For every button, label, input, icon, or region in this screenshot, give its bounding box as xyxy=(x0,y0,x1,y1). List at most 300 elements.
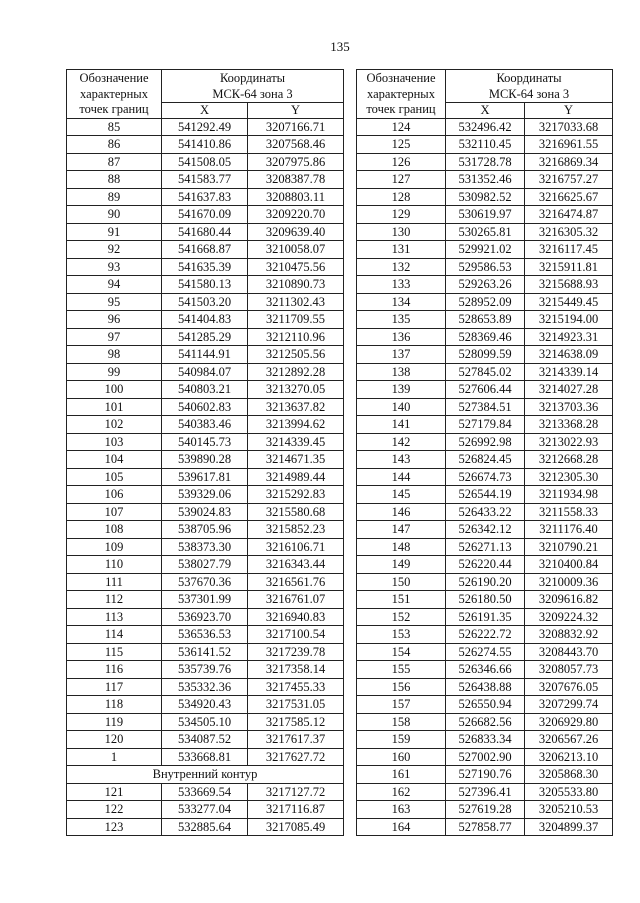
x-coordinate-cell: 535739.76 xyxy=(162,661,248,679)
table-row xyxy=(67,503,344,521)
y-coordinate-cell: 3205533.80 xyxy=(525,783,613,801)
point-number-cell: 99 xyxy=(67,363,162,381)
x-coordinate-cell: 527002.90 xyxy=(446,748,525,766)
y-coordinate-cell: 3207166.71 xyxy=(248,118,344,136)
y-coordinate-cell: 3212668.28 xyxy=(525,451,613,469)
table-row xyxy=(357,626,613,644)
x-coordinate-cell: 528369.46 xyxy=(446,328,525,346)
point-number-cell: 162 xyxy=(357,783,446,801)
y-coordinate-cell: 3216474.87 xyxy=(525,206,613,224)
table-row xyxy=(357,276,613,294)
y-coordinate-cell: 3215852.23 xyxy=(248,521,344,539)
y-coordinate-cell: 3211558.33 xyxy=(525,503,613,521)
y-coordinate-cell: 3217358.14 xyxy=(248,661,344,679)
y-coordinate-cell: 3213994.62 xyxy=(248,416,344,434)
x-coordinate-cell: 527396.41 xyxy=(446,783,525,801)
x-coordinate-cell: 529921.02 xyxy=(446,241,525,259)
x-coordinate-cell: 526674.73 xyxy=(446,468,525,486)
table-row xyxy=(357,118,613,136)
y-coordinate-cell: 3208387.78 xyxy=(248,171,344,189)
table-row xyxy=(357,223,613,241)
y-coordinate-cell: 3207676.05 xyxy=(525,678,613,696)
y-coordinate-cell: 3216561.76 xyxy=(248,573,344,591)
coordinates-table-right xyxy=(356,69,613,836)
y-coordinate-cell: 3205210.53 xyxy=(525,801,613,819)
table-row xyxy=(357,503,613,521)
x-coordinate-cell: 541410.86 xyxy=(162,136,248,154)
point-number-cell: 89 xyxy=(67,188,162,206)
point-number-cell: 85 xyxy=(67,118,162,136)
y-coordinate-cell: 3208803.11 xyxy=(248,188,344,206)
x-coordinate-cell: 526550.94 xyxy=(446,696,525,714)
point-number-cell: 138 xyxy=(357,363,446,381)
point-number-cell: 145 xyxy=(357,486,446,504)
y-coordinate-cell: 3216961.55 xyxy=(525,136,613,154)
x-coordinate-cell: 527619.28 xyxy=(446,801,525,819)
point-number-cell: 103 xyxy=(67,433,162,451)
y-coordinate-cell: 3217455.33 xyxy=(248,678,344,696)
x-coordinate-cell: 541668.87 xyxy=(162,241,248,259)
point-number-cell: 110 xyxy=(67,556,162,574)
table-row xyxy=(67,783,344,801)
table-row xyxy=(67,678,344,696)
table-row xyxy=(357,801,613,819)
coordinates-table-left xyxy=(66,69,344,836)
x-coordinate-cell: 528952.09 xyxy=(446,293,525,311)
y-coordinate-cell: 3217627.72 xyxy=(248,748,344,766)
table-row xyxy=(357,556,613,574)
point-number-cell: 109 xyxy=(67,538,162,556)
point-number-cell: 130 xyxy=(357,223,446,241)
y-coordinate-cell: 3217585.12 xyxy=(248,713,344,731)
y-coordinate-cell: 3209220.70 xyxy=(248,206,344,224)
point-number-cell: 107 xyxy=(67,503,162,521)
point-label-header: Обозначение характерных точек границ xyxy=(67,70,162,119)
point-number-cell: 88 xyxy=(67,171,162,189)
y-coordinate-cell: 3209639.40 xyxy=(248,223,344,241)
x-coordinate-cell: 527190.76 xyxy=(446,766,525,784)
table-row xyxy=(67,258,344,276)
point-number-cell: 101 xyxy=(67,398,162,416)
y-coordinate-cell: 3210475.56 xyxy=(248,258,344,276)
x-coordinate-cell: 540803.21 xyxy=(162,381,248,399)
point-number-cell: 139 xyxy=(357,381,446,399)
x-coordinate-cell: 526271.13 xyxy=(446,538,525,556)
x-coordinate-cell: 533277.04 xyxy=(162,801,248,819)
table-row xyxy=(67,381,344,399)
y-coordinate-cell: 3213270.05 xyxy=(248,381,344,399)
point-number-cell: 119 xyxy=(67,713,162,731)
table-row xyxy=(357,643,613,661)
point-number-cell: 144 xyxy=(357,468,446,486)
point-number-cell: 159 xyxy=(357,731,446,749)
x-coordinate-cell: 537670.36 xyxy=(162,573,248,591)
point-number-cell: 126 xyxy=(357,153,446,171)
table-row xyxy=(357,363,613,381)
point-number-cell: 115 xyxy=(67,643,162,661)
x-coordinate-cell: 526438.88 xyxy=(446,678,525,696)
table-row xyxy=(357,713,613,731)
y-coordinate-cell: 3215911.81 xyxy=(525,258,613,276)
x-coordinate-cell: 531352.46 xyxy=(446,171,525,189)
x-coordinate-cell: 541144.91 xyxy=(162,346,248,364)
x-coordinate-cell: 541292.49 xyxy=(162,118,248,136)
point-number-cell: 152 xyxy=(357,608,446,626)
table-row xyxy=(67,293,344,311)
inner-contour-label: Внутренний контур xyxy=(67,766,344,784)
x-coordinate-cell: 533668.81 xyxy=(162,748,248,766)
point-number-cell: 102 xyxy=(67,416,162,434)
point-number-cell: 131 xyxy=(357,241,446,259)
y-coordinate-cell: 3213368.28 xyxy=(525,416,613,434)
point-number-cell: 147 xyxy=(357,521,446,539)
y-coordinate-cell: 3212892.28 xyxy=(248,363,344,381)
x-coordinate-cell: 531728.78 xyxy=(446,153,525,171)
y-coordinate-cell: 3207299.74 xyxy=(525,696,613,714)
table-row xyxy=(67,573,344,591)
x-coordinate-cell: 541404.83 xyxy=(162,311,248,329)
y-header: Y xyxy=(525,103,613,118)
table-row xyxy=(67,486,344,504)
table-row xyxy=(357,661,613,679)
y-coordinate-cell: 3210058.07 xyxy=(248,241,344,259)
point-number-cell: 155 xyxy=(357,661,446,679)
table-row xyxy=(357,416,613,434)
table-row xyxy=(357,748,613,766)
y-coordinate-cell: 3210009.36 xyxy=(525,573,613,591)
table-row xyxy=(67,626,344,644)
y-coordinate-cell: 3212505.56 xyxy=(248,346,344,364)
y-coordinate-cell: 3213637.82 xyxy=(248,398,344,416)
x-coordinate-cell: 541680.44 xyxy=(162,223,248,241)
x-coordinate-cell: 526346.66 xyxy=(446,661,525,679)
y-coordinate-cell: 3216117.45 xyxy=(525,241,613,259)
table-row xyxy=(67,468,344,486)
table-row xyxy=(67,171,344,189)
x-coordinate-cell: 526220.44 xyxy=(446,556,525,574)
point-number-cell: 157 xyxy=(357,696,446,714)
y-coordinate-cell: 3208832.92 xyxy=(525,626,613,644)
x-coordinate-cell: 540984.07 xyxy=(162,363,248,381)
x-coordinate-cell: 526433.22 xyxy=(446,503,525,521)
y-coordinate-cell: 3204899.37 xyxy=(525,818,613,836)
y-coordinate-cell: 3217531.05 xyxy=(248,696,344,714)
point-number-cell: 122 xyxy=(67,801,162,819)
point-number-cell: 136 xyxy=(357,328,446,346)
y-coordinate-cell: 3208057.73 xyxy=(525,661,613,679)
point-label-header: Обозначение характерных точек границ xyxy=(357,70,446,119)
point-number-cell: 161 xyxy=(357,766,446,784)
x-coordinate-cell: 526682.56 xyxy=(446,713,525,731)
point-number-cell: 143 xyxy=(357,451,446,469)
point-number-cell: 141 xyxy=(357,416,446,434)
table-row xyxy=(67,136,344,154)
x-coordinate-cell: 526190.20 xyxy=(446,573,525,591)
y-coordinate-cell: 3216757.27 xyxy=(525,171,613,189)
x-coordinate-cell: 541637.83 xyxy=(162,188,248,206)
table-row xyxy=(357,188,613,206)
point-number-cell: 105 xyxy=(67,468,162,486)
point-number-cell: 111 xyxy=(67,573,162,591)
table-row xyxy=(357,521,613,539)
point-number-cell: 95 xyxy=(67,293,162,311)
point-number-cell: 142 xyxy=(357,433,446,451)
x-coordinate-cell: 541285.29 xyxy=(162,328,248,346)
x-coordinate-cell: 526222.72 xyxy=(446,626,525,644)
x-coordinate-cell: 535332.36 xyxy=(162,678,248,696)
table-row xyxy=(67,223,344,241)
x-coordinate-cell: 541580.13 xyxy=(162,276,248,294)
y-header: Y xyxy=(248,103,344,118)
y-coordinate-cell: 3217100.54 xyxy=(248,626,344,644)
point-number-cell: 163 xyxy=(357,801,446,819)
table-row xyxy=(67,608,344,626)
point-number-cell: 158 xyxy=(357,713,446,731)
point-number-cell: 116 xyxy=(67,661,162,679)
coordinates-header: Координаты МСК-64 зона 3 xyxy=(162,70,344,103)
x-coordinate-cell: 532110.45 xyxy=(446,136,525,154)
table-row xyxy=(357,258,613,276)
x-coordinate-cell: 526824.45 xyxy=(446,451,525,469)
x-coordinate-cell: 526544.19 xyxy=(446,486,525,504)
coordinates-header: Координаты МСК-64 зона 3 xyxy=(446,70,613,103)
x-coordinate-cell: 534505.10 xyxy=(162,713,248,731)
y-coordinate-cell: 3216761.07 xyxy=(248,591,344,609)
y-coordinate-cell: 3214923.31 xyxy=(525,328,613,346)
point-number-cell: 132 xyxy=(357,258,446,276)
table-row xyxy=(357,731,613,749)
table-row xyxy=(357,311,613,329)
y-coordinate-cell: 3214671.35 xyxy=(248,451,344,469)
point-number-cell: 146 xyxy=(357,503,446,521)
x-coordinate-cell: 528653.89 xyxy=(446,311,525,329)
y-coordinate-cell: 3214027.28 xyxy=(525,381,613,399)
y-coordinate-cell: 3210790.21 xyxy=(525,538,613,556)
y-coordinate-cell: 3215292.83 xyxy=(248,486,344,504)
table-row xyxy=(67,538,344,556)
x-coordinate-cell: 539329.06 xyxy=(162,486,248,504)
table-row xyxy=(67,661,344,679)
point-number-cell: 160 xyxy=(357,748,446,766)
point-number-cell: 148 xyxy=(357,538,446,556)
x-coordinate-cell: 526274.55 xyxy=(446,643,525,661)
x-coordinate-cell: 541508.05 xyxy=(162,153,248,171)
y-coordinate-cell: 3207975.86 xyxy=(248,153,344,171)
table-row xyxy=(67,731,344,749)
table-row xyxy=(67,311,344,329)
y-coordinate-cell: 3213022.93 xyxy=(525,433,613,451)
x-coordinate-cell: 529586.53 xyxy=(446,258,525,276)
point-number-cell: 94 xyxy=(67,276,162,294)
y-coordinate-cell: 3215194.00 xyxy=(525,311,613,329)
x-coordinate-cell: 541503.20 xyxy=(162,293,248,311)
x-coordinate-cell: 538705.96 xyxy=(162,521,248,539)
table-row xyxy=(357,381,613,399)
table-row xyxy=(357,591,613,609)
x-coordinate-cell: 526191.35 xyxy=(446,608,525,626)
y-coordinate-cell: 3217033.68 xyxy=(525,118,613,136)
table-row xyxy=(357,783,613,801)
point-number-cell: 87 xyxy=(67,153,162,171)
x-coordinate-cell: 529263.26 xyxy=(446,276,525,294)
point-number-cell: 164 xyxy=(357,818,446,836)
y-coordinate-cell: 3208443.70 xyxy=(525,643,613,661)
point-number-cell: 121 xyxy=(67,783,162,801)
x-coordinate-cell: 530265.81 xyxy=(446,223,525,241)
table-row xyxy=(357,293,613,311)
x-coordinate-cell: 533669.54 xyxy=(162,783,248,801)
table-row xyxy=(67,433,344,451)
table-row xyxy=(67,748,344,766)
table-row xyxy=(357,241,613,259)
table-row xyxy=(67,346,344,364)
point-number-cell: 86 xyxy=(67,136,162,154)
y-coordinate-cell: 3214339.45 xyxy=(248,433,344,451)
point-number-cell: 92 xyxy=(67,241,162,259)
x-coordinate-cell: 536923.70 xyxy=(162,608,248,626)
y-coordinate-cell: 3206213.10 xyxy=(525,748,613,766)
y-coordinate-cell: 3215449.45 xyxy=(525,293,613,311)
point-number-cell: 108 xyxy=(67,521,162,539)
table-row xyxy=(357,398,613,416)
point-number-cell: 156 xyxy=(357,678,446,696)
table-row xyxy=(67,118,344,136)
y-coordinate-cell: 3210890.73 xyxy=(248,276,344,294)
x-coordinate-cell: 537301.99 xyxy=(162,591,248,609)
point-number-cell: 113 xyxy=(67,608,162,626)
table-row xyxy=(67,398,344,416)
table-row xyxy=(357,486,613,504)
table-row xyxy=(67,801,344,819)
point-number-cell: 104 xyxy=(67,451,162,469)
table-row xyxy=(67,276,344,294)
point-number-cell: 112 xyxy=(67,591,162,609)
y-coordinate-cell: 3212305.30 xyxy=(525,468,613,486)
table-row xyxy=(357,136,613,154)
table-row xyxy=(67,206,344,224)
y-coordinate-cell: 3214989.44 xyxy=(248,468,344,486)
point-number-cell: 150 xyxy=(357,573,446,591)
table-row xyxy=(67,556,344,574)
x-header: X xyxy=(446,103,525,118)
x-coordinate-cell: 541635.39 xyxy=(162,258,248,276)
x-coordinate-cell: 526992.98 xyxy=(446,433,525,451)
table-row xyxy=(357,153,613,171)
table-row xyxy=(67,153,344,171)
y-coordinate-cell: 3216106.71 xyxy=(248,538,344,556)
x-coordinate-cell: 534920.43 xyxy=(162,696,248,714)
table-row xyxy=(67,591,344,609)
y-coordinate-cell: 3216343.44 xyxy=(248,556,344,574)
point-number-cell: 96 xyxy=(67,311,162,329)
x-coordinate-cell: 532885.64 xyxy=(162,818,248,836)
point-number-cell: 125 xyxy=(357,136,446,154)
y-coordinate-cell: 3217127.72 xyxy=(248,783,344,801)
point-number-cell: 91 xyxy=(67,223,162,241)
y-coordinate-cell: 3205868.30 xyxy=(525,766,613,784)
x-coordinate-cell: 540383.46 xyxy=(162,416,248,434)
x-coordinate-cell: 532496.42 xyxy=(446,118,525,136)
point-number-cell: 123 xyxy=(67,818,162,836)
y-coordinate-cell: 3211302.43 xyxy=(248,293,344,311)
y-coordinate-cell: 3214638.09 xyxy=(525,346,613,364)
table-row xyxy=(67,241,344,259)
table-row xyxy=(357,451,613,469)
table-row xyxy=(67,643,344,661)
y-coordinate-cell: 3209616.82 xyxy=(525,591,613,609)
x-coordinate-cell: 540602.83 xyxy=(162,398,248,416)
x-coordinate-cell: 527384.51 xyxy=(446,398,525,416)
x-coordinate-cell: 526342.12 xyxy=(446,521,525,539)
table-row xyxy=(357,818,613,836)
point-number-cell: 133 xyxy=(357,276,446,294)
y-coordinate-cell: 3207568.46 xyxy=(248,136,344,154)
table-row xyxy=(67,188,344,206)
table-row xyxy=(357,346,613,364)
table-row xyxy=(357,171,613,189)
y-coordinate-cell: 3215580.68 xyxy=(248,503,344,521)
y-coordinate-cell: 3215688.93 xyxy=(525,276,613,294)
y-coordinate-cell: 3210400.84 xyxy=(525,556,613,574)
y-coordinate-cell: 3211709.55 xyxy=(248,311,344,329)
x-coordinate-cell: 539617.81 xyxy=(162,468,248,486)
point-number-cell: 1 xyxy=(67,748,162,766)
x-coordinate-cell: 538027.79 xyxy=(162,556,248,574)
table-row xyxy=(357,696,613,714)
table-row xyxy=(67,521,344,539)
point-number-cell: 117 xyxy=(67,678,162,696)
x-coordinate-cell: 541583.77 xyxy=(162,171,248,189)
x-coordinate-cell: 538373.30 xyxy=(162,538,248,556)
table-row xyxy=(67,416,344,434)
table-row xyxy=(357,433,613,451)
y-coordinate-cell: 3216940.83 xyxy=(248,608,344,626)
point-number-cell: 118 xyxy=(67,696,162,714)
point-number-cell: 106 xyxy=(67,486,162,504)
table-row xyxy=(357,678,613,696)
y-coordinate-cell: 3212110.96 xyxy=(248,328,344,346)
x-coordinate-cell: 541670.09 xyxy=(162,206,248,224)
point-number-cell: 90 xyxy=(67,206,162,224)
point-number-cell: 98 xyxy=(67,346,162,364)
x-coordinate-cell: 526180.50 xyxy=(446,591,525,609)
x-coordinate-cell: 536536.53 xyxy=(162,626,248,644)
table-row xyxy=(67,696,344,714)
table-row xyxy=(357,538,613,556)
x-coordinate-cell: 527179.84 xyxy=(446,416,525,434)
y-coordinate-cell: 3211934.98 xyxy=(525,486,613,504)
table-row xyxy=(357,468,613,486)
table-row xyxy=(357,206,613,224)
table-row xyxy=(357,328,613,346)
point-number-cell: 129 xyxy=(357,206,446,224)
point-number-cell: 134 xyxy=(357,293,446,311)
table-row xyxy=(357,766,613,784)
y-coordinate-cell: 3217617.37 xyxy=(248,731,344,749)
point-number-cell: 127 xyxy=(357,171,446,189)
x-coordinate-cell: 526833.34 xyxy=(446,731,525,749)
table-row xyxy=(357,608,613,626)
x-coordinate-cell: 530619.97 xyxy=(446,206,525,224)
point-number-cell: 149 xyxy=(357,556,446,574)
table-row xyxy=(67,328,344,346)
x-coordinate-cell: 534087.52 xyxy=(162,731,248,749)
point-number-cell: 128 xyxy=(357,188,446,206)
x-coordinate-cell: 539890.28 xyxy=(162,451,248,469)
table-row xyxy=(67,451,344,469)
x-coordinate-cell: 540145.73 xyxy=(162,433,248,451)
x-coordinate-cell: 528099.59 xyxy=(446,346,525,364)
